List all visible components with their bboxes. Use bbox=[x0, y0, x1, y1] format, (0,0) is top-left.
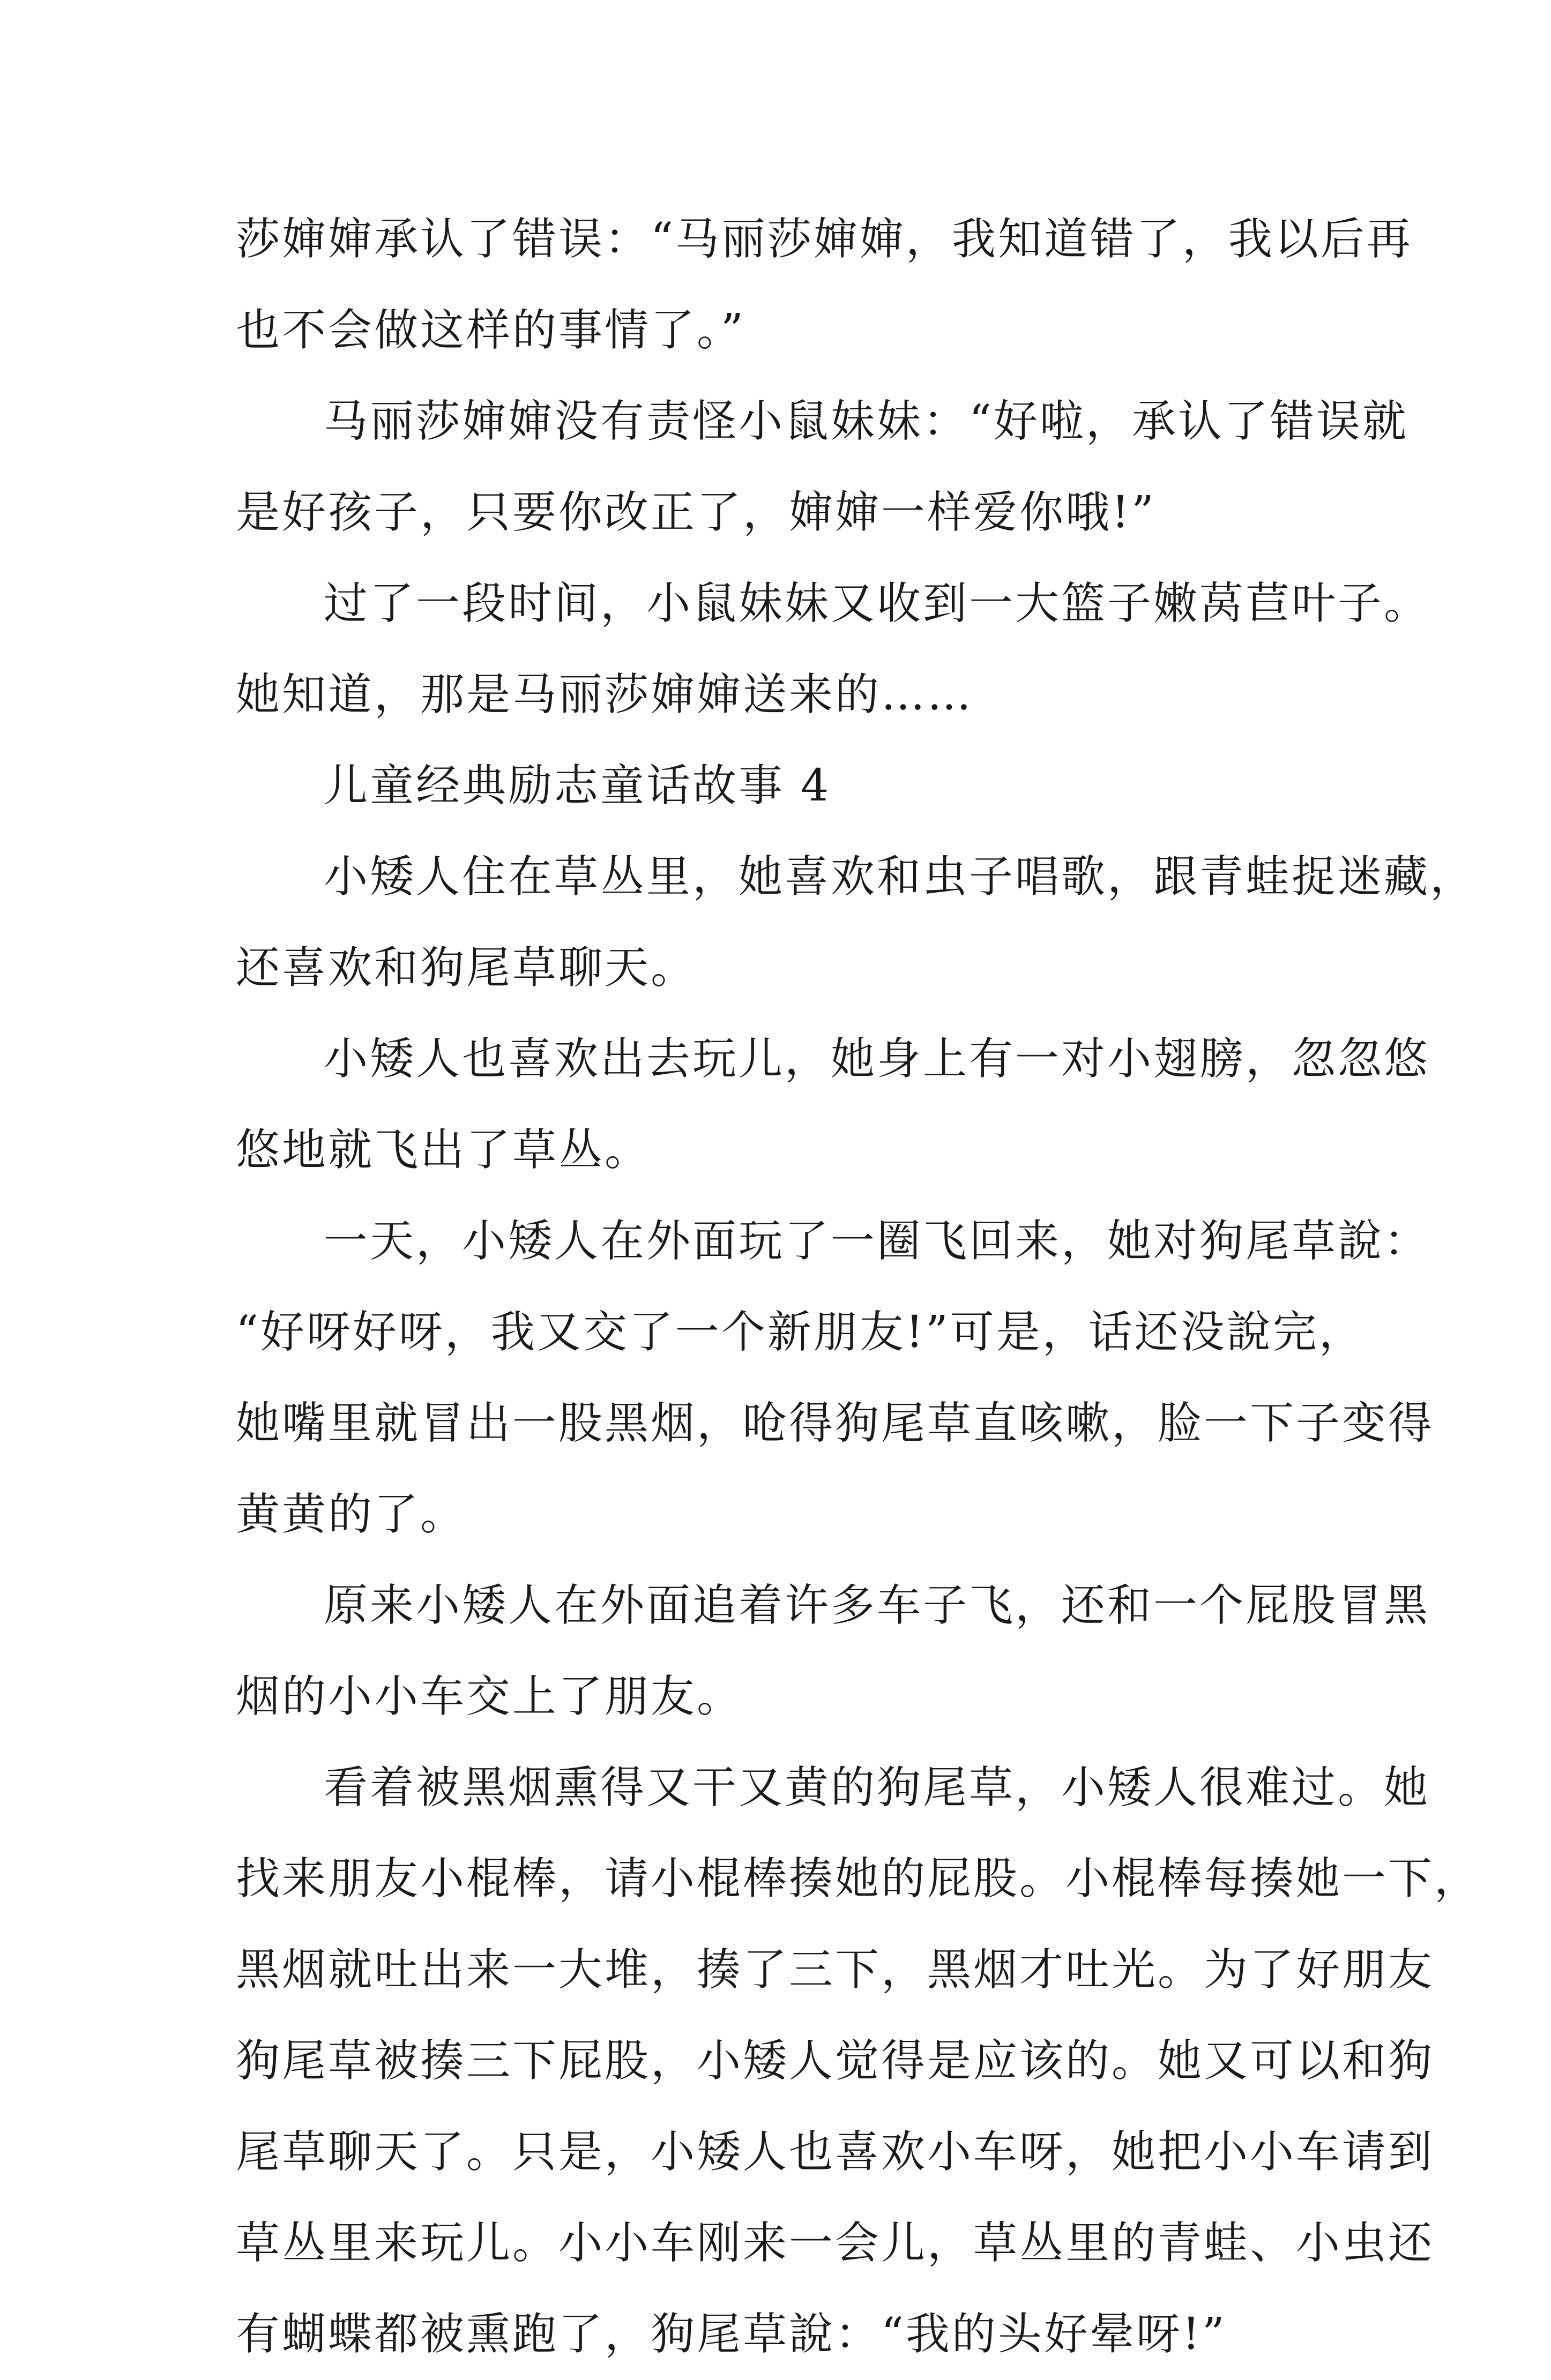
text-line: 一天，小矮人在外面玩了一圈飞回来，她对狗尾草說： bbox=[324, 1216, 1430, 1267]
text-line: 有蝴蝶都被熏跑了，狗尾草說：“我的头好晕呀!” bbox=[236, 2309, 1227, 2360]
text-line: 原来小矮人在外面追着许多车子飞，还和一个屁股冒黑 bbox=[324, 1580, 1430, 1631]
text-line: 看着被黑烟熏得又干又黄的狗尾草，小矮人很难过。她 bbox=[324, 1762, 1430, 1813]
text-line: 尾草聊天了。只是，小矮人也喜欢小车呀，她把小小车请到 bbox=[236, 2127, 1435, 2177]
story-text bbox=[236, 194, 1481, 2380]
text-line: 她嘴里就冒出一股黑烟，呛得狗尾草直咳嗽，脸一下子变得 bbox=[236, 1398, 1435, 1449]
text-line: 草丛里来玩儿。小小车刚来一会儿，草丛里的青蛙、小虫还 bbox=[236, 2218, 1435, 2269]
text-line: 她知道，那是马丽莎婶婶送来的…… bbox=[236, 669, 974, 720]
text-line: 莎婶婶承认了错误：“马丽莎婶婶，我知道错了，我以后再 bbox=[236, 214, 1413, 265]
text-line: 马丽莎婶婶没有责怪小鼠妹妹：“好啦，承认了错误就 bbox=[324, 396, 1408, 447]
text-line: 找来朋友小棍棒，请小棍棒揍她的屁股。小棍棒每揍她一下， bbox=[236, 1853, 1481, 1904]
text-line: 狗尾草被揍三下屁股，小矮人觉得是应该的。她又可以和狗 bbox=[236, 2035, 1435, 2086]
text-line: 过了一段时间，小鼠妹妹又收到一大篮子嫩莴苣叶子。 bbox=[324, 578, 1430, 629]
text-line: 黑烟就吐出来一大堆，揍了三下，黑烟才吐光。为了好朋友 bbox=[236, 1944, 1435, 1995]
text-line: 烟的小小车交上了朋友。 bbox=[236, 1671, 743, 1722]
text-line: 也不会做这样的事情了。” bbox=[236, 305, 745, 356]
text-line: 小矮人住在草丛里，她喜欢和虫子唱歌，跟青蛙捉迷藏， bbox=[324, 851, 1477, 902]
text-line: 是好孩子，只要你改正了，婶婶一样爱你哦!” bbox=[236, 487, 1156, 538]
text-line: 还喜欢和狗尾草聊天。 bbox=[236, 942, 697, 993]
text-line: 小矮人也喜欢出去玩儿，她身上有一对小翅膀，忽忽悠 bbox=[324, 1034, 1430, 1084]
text-line: “好呀好呀，我又交了一个新朋友!”可是，话还没說完， bbox=[236, 1307, 1365, 1358]
section-heading: 儿童经典励志童话故事 4 bbox=[324, 760, 831, 811]
text-line: 黄黄的了。 bbox=[236, 1489, 467, 1540]
text-line: 悠地就飞出了草丛。 bbox=[236, 1125, 651, 1176]
